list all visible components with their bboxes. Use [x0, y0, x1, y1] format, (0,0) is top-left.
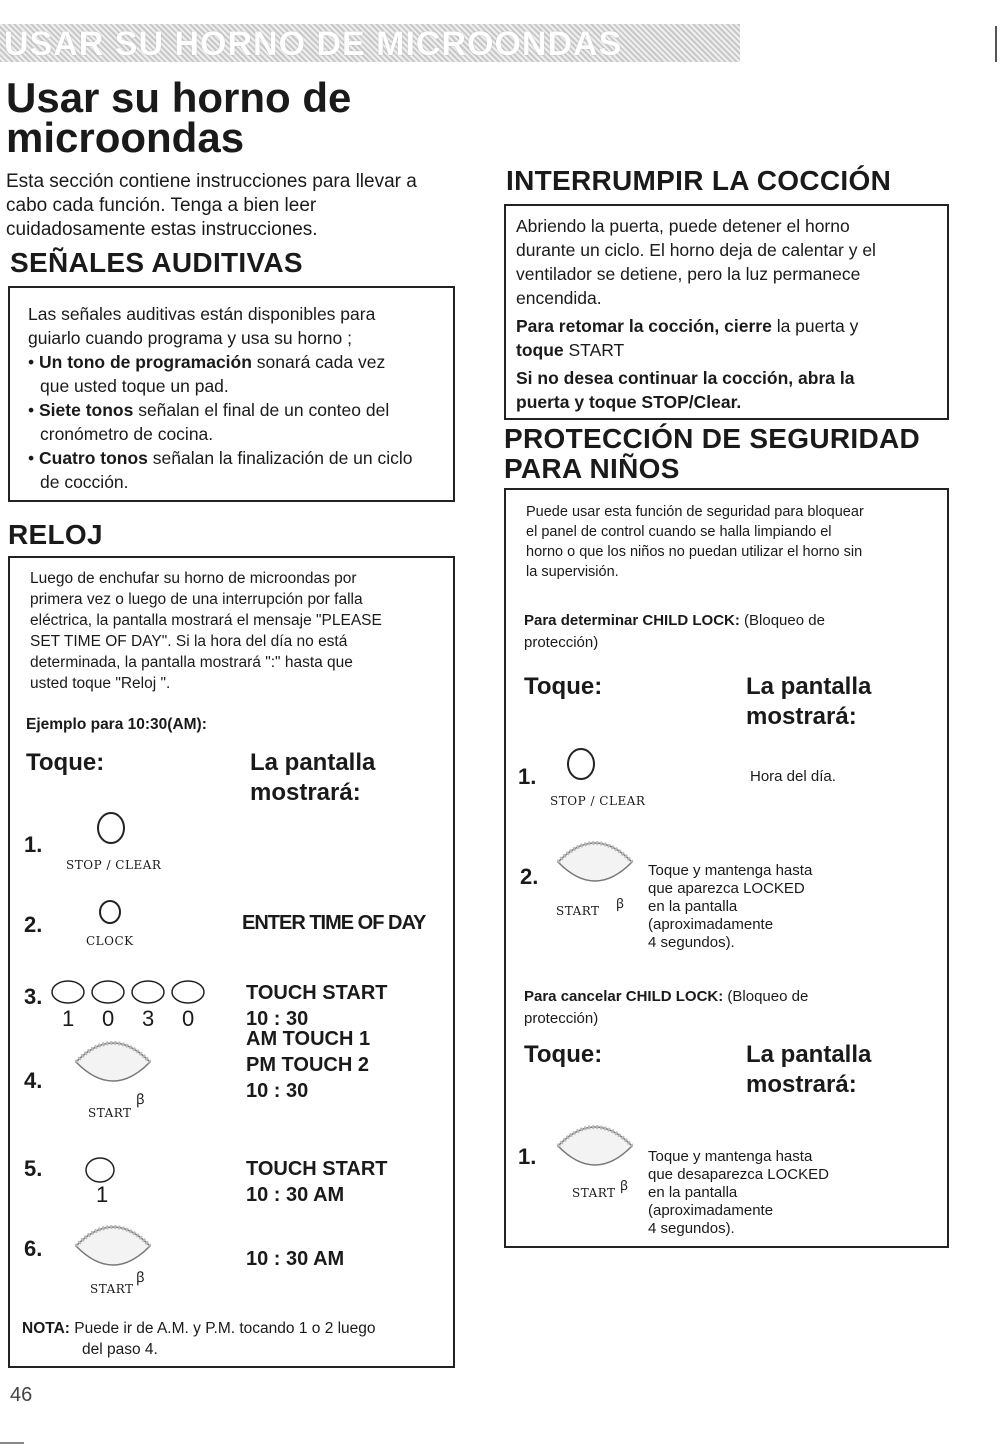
edge-mark	[995, 26, 997, 62]
proteccion-heading: PROTECCIÓN DE SEGURIDAD PARA NIÑOS	[504, 423, 921, 484]
step-number: 1.	[24, 832, 43, 857]
pad-digit: 1	[96, 1182, 109, 1207]
display-text: ENTER TIME OF DAY	[242, 912, 426, 934]
stop-clear-pad-icon	[94, 808, 130, 848]
number-pads-icon	[50, 978, 210, 1008]
pad-digit: 1	[62, 1006, 75, 1031]
step-number: 6.	[24, 1236, 43, 1261]
page-title	[6, 74, 352, 161]
lock-icon: ꞵ	[136, 1269, 145, 1285]
start-pad-icon	[68, 1032, 158, 1092]
step-number: 2.	[24, 912, 43, 937]
proteccion-box	[504, 488, 949, 1248]
step-number: 3.	[24, 984, 43, 1009]
step-number: 5.	[24, 1156, 43, 1181]
display-text: TOUCH START 10 : 30	[246, 982, 388, 1030]
col-touch-header: Toque:	[524, 673, 603, 700]
col-display-header: La pantalla mostrará:	[250, 749, 376, 806]
display-text: Hora del día.	[750, 768, 836, 785]
list-item: • Un tono de programación sonará cada vez que usted toque un pad.	[28, 352, 386, 396]
start-pad-icon	[68, 1216, 158, 1276]
pad-label: STOP / CLEAR	[66, 858, 162, 872]
title-line-2: microondas	[6, 114, 245, 161]
pad-label: START	[90, 1282, 134, 1296]
display-text: AM TOUCH 1 PM TOUCH 2 10 : 30	[246, 1028, 371, 1102]
list-item: • Cuatro tonos señalan la finalización de un ciclo de cocción.	[28, 448, 413, 492]
step-number: 1.	[518, 764, 537, 789]
reloj-description: Luego de enchufar su horno de microondas por primera vez o luego de una interrupción por falla eléctrica, la pantalla mostrará el mensaje "PLEASE SET TIME OF DAY". Si la hora del día no está determinada, la pantalla mostrará ":" hasta que usted toque "Reloj ".	[30, 570, 382, 692]
col-touch-header: Toque:	[524, 1041, 603, 1068]
title-line-1: Usar su horno de	[6, 74, 352, 121]
pad-label: CLOCK	[86, 934, 134, 948]
senales-box: Las señales auditivas están disponibles para guiarlo cuando programa y usa su horno ; • Un tono de programación sonará cada vez que usted toque un pad. • Siete tonos señalan el final de un conteo del cronómetro de cocina. • Cuatro tonos señalan la finalización de un ciclo de cocción.	[8, 286, 455, 502]
step-number: 2.	[520, 864, 539, 889]
pad-label: START	[572, 1186, 616, 1200]
reloj-heading: RELOJ	[8, 519, 103, 550]
pad-digit: 3	[142, 1006, 155, 1031]
pad-label: START	[556, 904, 600, 918]
display-text: 10 : 30 AM	[246, 1248, 345, 1270]
col-display-header: La pantalla mostrará:	[746, 673, 872, 730]
reloj-box	[8, 556, 455, 1368]
pad-label: START	[88, 1106, 132, 1120]
lock-icon: ꞵ	[616, 896, 625, 911]
intro-paragraph: Esta sección contiene instrucciones para llevar a cabo cada función. Tenga a bien leer cuidadosamente estas instrucciones.	[6, 171, 417, 240]
nota: NOTA: Puede ir de A.M. y P.M. tocando 1 o 2 luego del paso 4.	[22, 1320, 376, 1358]
corner-mark	[0, 1442, 24, 1444]
interrumpir-box: Abriendo la puerta, puede detener el horno durante un ciclo. El horno deja de calentar y el ventilador se detiene, pero la luz permanece encendida. Para retomar la cocción, cierre la puerta y toque START Si no desea continuar la cocción, abra la puerta y toque STOP/Clear.	[504, 204, 949, 420]
reloj-example: Ejemplo para 10:30(AM):	[26, 716, 207, 733]
banner-text: USAR SU HORNO DE MICROONDAS	[4, 25, 623, 63]
step-number: 4.	[24, 1068, 43, 1093]
lock-instructions: Toque y mantenga hasta que aparezca LOCKED en la pantalla (aproximadamente 4 segundos).	[648, 862, 813, 951]
section-banner	[0, 24, 740, 62]
cancel-child-lock-label: Para cancelar CHILD LOCK: (Bloqueo de protección)	[524, 988, 809, 1027]
unlock-instructions: Toque y mantenga hasta que desaparezca LOCKED en la pantalla (aproximadamente 4 segundos).	[648, 1148, 829, 1237]
lock-icon: ꞵ	[136, 1091, 145, 1107]
senales-heading: SEÑALES AUDITIVAS	[10, 247, 303, 278]
col-display-header: La pantalla mostrará:	[746, 1041, 872, 1098]
step-number: 1.	[518, 1144, 537, 1169]
stop-clear-pad-icon	[564, 744, 600, 784]
start-pad-icon	[550, 1116, 640, 1176]
page-number: 46	[10, 1384, 33, 1406]
proteccion-description: Puede usar esta función de seguridad para bloquear el panel de control cuando se halla limpiando el horno o que los niños no puedan utilizar el horno sin la supervisión.	[526, 504, 864, 580]
pad-label: STOP / CLEAR	[550, 794, 646, 808]
col-touch-header: Toque:	[26, 749, 105, 776]
pad-digit: 0	[182, 1006, 195, 1031]
set-child-lock-label: Para determinar CHILD LOCK: (Bloqueo de protección)	[524, 612, 825, 651]
lock-icon: ꞵ	[620, 1178, 629, 1193]
pad-digit: 0	[102, 1006, 115, 1031]
start-pad-icon	[550, 832, 640, 892]
list-item: • Siete tonos señalan el final de un conteo del cronómetro de cocina.	[28, 400, 390, 444]
clock-pad-icon	[98, 898, 128, 930]
display-text: TOUCH START 10 : 30 AM	[246, 1158, 388, 1206]
interrumpir-heading: INTERRUMPIR LA COCCIÓN	[506, 165, 892, 196]
